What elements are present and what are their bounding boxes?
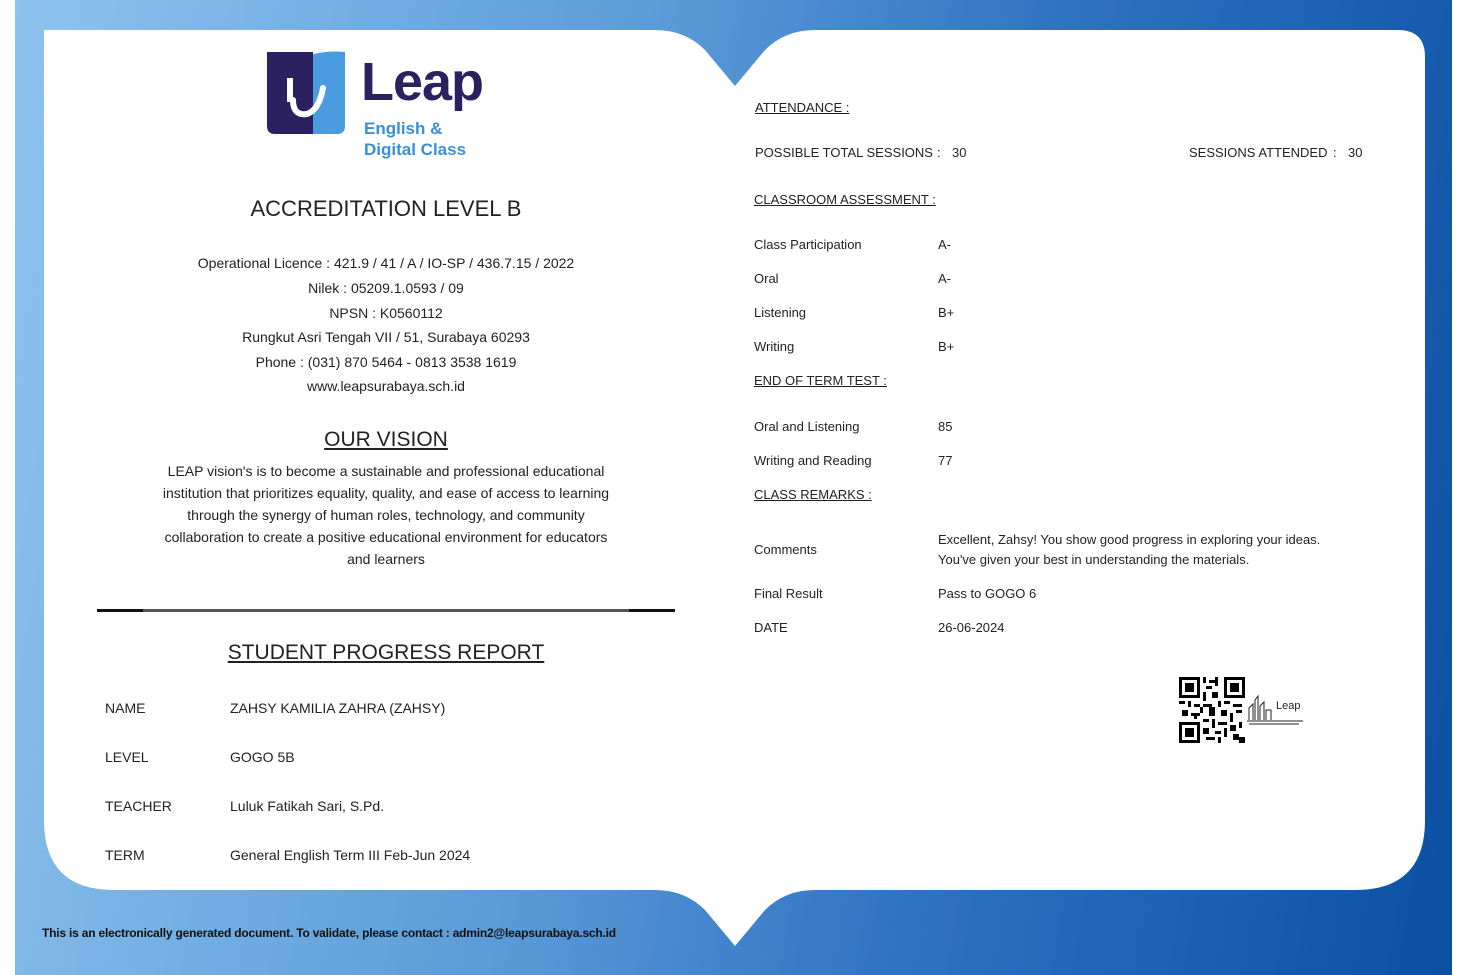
test-score: 77 bbox=[938, 453, 953, 468]
divider bbox=[97, 609, 675, 612]
assessment-label: Oral bbox=[754, 271, 779, 286]
assessment-label: Writing bbox=[754, 339, 795, 354]
comments-label: Comments bbox=[754, 542, 817, 557]
mini-leap-logo bbox=[1247, 690, 1305, 726]
logo-brand: Leap bbox=[361, 52, 484, 112]
logo-subtitle-1: English & bbox=[364, 119, 443, 138]
phone: Phone : (031) 870 5464 - 0813 3538 1619 bbox=[255, 354, 517, 370]
qr-code bbox=[1179, 677, 1245, 743]
assessment-label: Class Participation bbox=[754, 237, 862, 252]
level-value: GOGO 5B bbox=[230, 749, 295, 765]
vision-line: and learners bbox=[347, 551, 425, 567]
name-value: ZAHSY KAMILIA ZAHRA (ZAHSY) bbox=[230, 700, 446, 716]
licence: Operational Licence : 421.9 / 41 / A / IO-SP / 436.7.15 / 2022 bbox=[197, 255, 575, 271]
website: www.leapsurabaya.sch.id bbox=[307, 378, 465, 394]
separator: : bbox=[937, 145, 941, 160]
assessment-grade: B+ bbox=[938, 305, 955, 320]
address: Rungkut Asri Tengah VII / 51, Surabaya 60293 bbox=[242, 329, 530, 345]
sessions-attended-label: SESSIONS ATTENDED bbox=[1189, 145, 1328, 160]
vision-line: collaboration to create a positive educational environment for educators bbox=[164, 529, 608, 545]
name-label: NAME bbox=[105, 700, 146, 716]
accreditation-title: ACCREDITATION LEVEL B bbox=[250, 196, 522, 221]
test-label: Writing and Reading bbox=[754, 453, 872, 468]
vision-line: LEAP vision's is to become a sustainable and professional educational bbox=[167, 463, 605, 479]
assessment-label: Listening bbox=[754, 305, 807, 320]
assessment-grade: B+ bbox=[938, 339, 955, 354]
vision-line: institution that prioritizes equality, quality, and ease of access to learning bbox=[162, 485, 610, 501]
test-score: 85 bbox=[938, 419, 953, 434]
comments-text: You've given your best in understanding the materials. bbox=[938, 552, 1250, 567]
comments-text: Excellent, Zahsy! You show good progress in exploring your ideas. bbox=[938, 532, 1321, 547]
test-heading: END OF TERM TEST : bbox=[754, 373, 887, 388]
separator: : bbox=[1333, 145, 1337, 160]
assessment-grade: A- bbox=[938, 271, 951, 286]
remarks-heading: CLASS REMARKS : bbox=[754, 487, 872, 502]
teacher-label: TEACHER bbox=[105, 798, 172, 814]
possible-sessions-label: POSSIBLE TOTAL SESSIONS bbox=[755, 145, 933, 160]
possible-sessions-value: 30 bbox=[952, 145, 967, 160]
npsn: NPSN : K0560112 bbox=[329, 305, 443, 321]
final-result-label: Final Result bbox=[754, 586, 823, 601]
classroom-heading: CLASSROOM ASSESSMENT : bbox=[754, 192, 936, 207]
nilek: Nilek : 05209.1.0593 / 09 bbox=[308, 280, 464, 296]
mini-logo-text: Leap bbox=[1276, 700, 1301, 712]
sessions-attended-value: 30 bbox=[1348, 145, 1363, 160]
date-value: 26-06-2024 bbox=[938, 620, 1005, 635]
vision-title: OUR VISION bbox=[324, 428, 448, 451]
logo-subtitle-2: Digital Class bbox=[364, 140, 467, 159]
book-icon bbox=[263, 48, 347, 136]
leap-logo bbox=[263, 45, 513, 165]
term-label: TERM bbox=[105, 847, 145, 863]
footer-note: This is an electronically generated document. To validate, please contact : admin2@leapsurabaya.sch.id bbox=[42, 926, 616, 940]
vision-line: through the synergy of human roles, technology, and community bbox=[187, 507, 585, 523]
term-value: General English Term III Feb-Jun 2024 bbox=[230, 847, 471, 863]
level-label: LEVEL bbox=[105, 749, 149, 765]
report-title: STUDENT PROGRESS REPORT bbox=[227, 641, 545, 664]
teacher-value: Luluk Fatikah Sari, S.Pd. bbox=[230, 798, 385, 814]
date-label: DATE bbox=[754, 620, 788, 635]
assessment-grade: A- bbox=[938, 237, 951, 252]
attendance-heading: ATTENDANCE : bbox=[755, 100, 850, 115]
test-label: Oral and Listening bbox=[754, 419, 860, 434]
final-result-value: Pass to GOGO 6 bbox=[938, 586, 1037, 601]
